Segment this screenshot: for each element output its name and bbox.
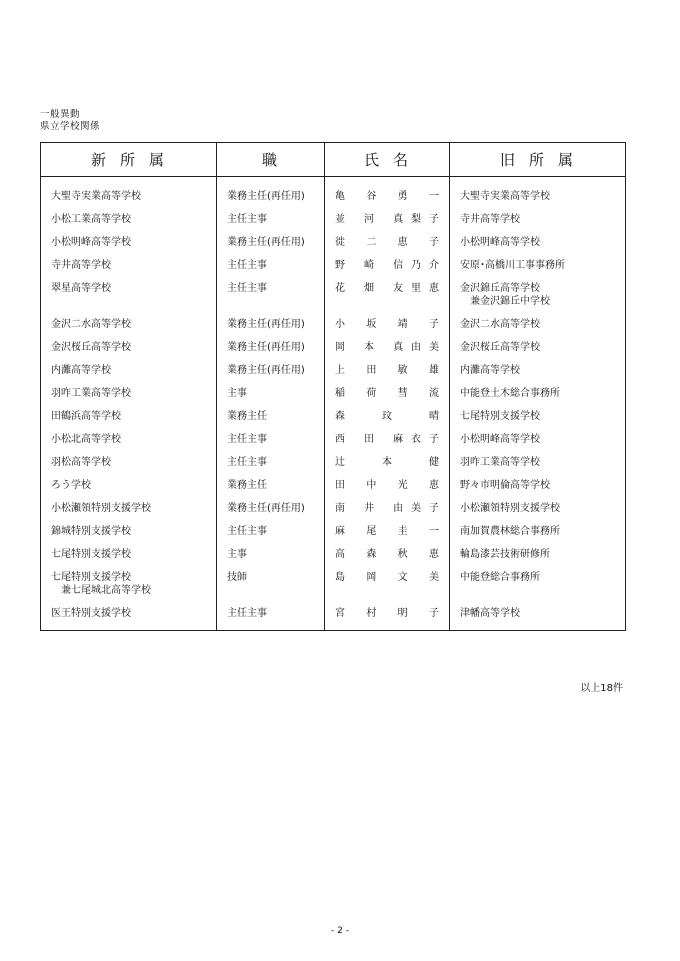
table-row bbox=[41, 565, 626, 601]
section-heading: 県立学校関係 bbox=[40, 121, 101, 132]
old-affiliation-cell bbox=[450, 427, 626, 450]
old-affiliation-cell bbox=[450, 542, 626, 565]
new-affiliation: 田鶴浜高等学校 bbox=[51, 411, 121, 422]
new-affiliation-concurrent: 兼七尾城北高等学校 bbox=[61, 585, 151, 596]
old-affiliation-cell bbox=[450, 312, 626, 335]
old-affiliation-concurrent: 兼金沢錦丘中学校 bbox=[470, 296, 550, 307]
old-affiliation-cell bbox=[450, 601, 626, 631]
new-affiliation: 羽咋工業高等学校 bbox=[51, 388, 131, 399]
new-affiliation-cell bbox=[41, 404, 217, 427]
old-affiliation-cell bbox=[450, 381, 626, 404]
table-row bbox=[41, 519, 626, 542]
old-affiliation-cell bbox=[450, 207, 626, 230]
old-affiliation: 寺井高等学校 bbox=[460, 214, 520, 225]
new-affiliation: 小松瀬領特別支援学校 bbox=[51, 503, 151, 514]
new-affiliation-cell bbox=[41, 496, 217, 519]
table-body bbox=[41, 177, 626, 631]
new-affiliation-cell bbox=[41, 177, 217, 208]
new-affiliation-cell bbox=[41, 427, 217, 450]
old-affiliation: 小松明峰高等学校 bbox=[460, 237, 540, 248]
column-header-new-post: 新所属 bbox=[41, 143, 217, 177]
person-name: 小 坂 靖 子 bbox=[325, 312, 450, 335]
person-name: 田 中 光 恵 bbox=[325, 473, 450, 496]
old-affiliation-cell bbox=[450, 253, 626, 276]
old-affiliation: 小松明峰高等学校 bbox=[460, 434, 540, 445]
old-affiliation: 七尾特別支援学校 bbox=[460, 411, 540, 422]
position: 主任主事 bbox=[217, 207, 325, 230]
position: 技師 bbox=[217, 565, 325, 601]
person-name: 南 井 由美子 bbox=[325, 496, 450, 519]
old-affiliation: 南加賀農林総合事務所 bbox=[460, 526, 560, 537]
position: 業務主任(再任用) bbox=[217, 335, 325, 358]
person-name: 亀 谷 勇 一 bbox=[325, 177, 450, 208]
position: 業務主任(再任用) bbox=[217, 312, 325, 335]
position: 主事 bbox=[217, 542, 325, 565]
new-affiliation-cell bbox=[41, 519, 217, 542]
total-count: 以上18件 bbox=[580, 683, 623, 694]
old-affiliation-cell bbox=[450, 335, 626, 358]
old-affiliation: 津幡高等学校 bbox=[460, 608, 520, 619]
person-name: 島 岡 文 美 bbox=[325, 565, 450, 601]
old-affiliation: 安原･高橋川工事事務所 bbox=[460, 260, 565, 271]
person-name: 花 畑 友里恵 bbox=[325, 276, 450, 312]
position: 主任主事 bbox=[217, 601, 325, 631]
personnel-table bbox=[40, 142, 626, 631]
old-affiliation: 輪島漆芸技術研修所 bbox=[460, 549, 550, 560]
person-name: 麻 尾 圭 一 bbox=[325, 519, 450, 542]
position: 業務主任(再任用) bbox=[217, 496, 325, 519]
new-affiliation-cell bbox=[41, 276, 217, 312]
page-number: - 2 - bbox=[331, 926, 349, 936]
new-affiliation-cell bbox=[41, 253, 217, 276]
person-name: 宮 村 明 子 bbox=[325, 601, 450, 631]
new-affiliation: 小松明峰高等学校 bbox=[51, 237, 131, 248]
new-affiliation-cell bbox=[41, 450, 217, 473]
old-affiliation-cell bbox=[450, 177, 626, 208]
position: 主任主事 bbox=[217, 450, 325, 473]
column-header-old-post: 旧所属 bbox=[450, 143, 626, 177]
old-affiliation: 金沢桜丘高等学校 bbox=[460, 342, 540, 353]
table-header-row bbox=[41, 143, 626, 177]
new-affiliation: 内灘高等学校 bbox=[51, 365, 111, 376]
new-affiliation-cell bbox=[41, 335, 217, 358]
table-row bbox=[41, 381, 626, 404]
position: 業務主任(再任用) bbox=[217, 177, 325, 208]
old-affiliation-cell bbox=[450, 496, 626, 519]
new-affiliation-cell bbox=[41, 601, 217, 631]
old-affiliation-cell bbox=[450, 230, 626, 253]
position: 主任主事 bbox=[217, 427, 325, 450]
new-affiliation: 翠星高等学校 bbox=[51, 283, 111, 294]
person-name: 森 玟 晴 bbox=[325, 404, 450, 427]
column-header-name: 氏名 bbox=[325, 143, 450, 177]
table-row bbox=[41, 335, 626, 358]
new-affiliation: 小松工業高等学校 bbox=[51, 214, 131, 225]
new-affiliation-cell bbox=[41, 230, 217, 253]
person-name: 徙 二 恵 子 bbox=[325, 230, 450, 253]
table-row bbox=[41, 496, 626, 519]
new-affiliation-cell bbox=[41, 381, 217, 404]
old-affiliation: 中能登総合事務所 bbox=[460, 572, 540, 583]
new-affiliation: 七尾特別支援学校 bbox=[51, 549, 131, 560]
old-affiliation-cell bbox=[450, 473, 626, 496]
person-name: 稲 荷 彗 流 bbox=[325, 381, 450, 404]
new-affiliation: 七尾特別支援学校 bbox=[51, 572, 131, 583]
new-affiliation-cell bbox=[41, 473, 217, 496]
position: 業務主任 bbox=[217, 404, 325, 427]
new-affiliation: 医王特別支援学校 bbox=[51, 608, 131, 619]
person-name: 並 河 真梨子 bbox=[325, 207, 450, 230]
position: 業務主任(再任用) bbox=[217, 230, 325, 253]
person-name: 野 崎 信乃介 bbox=[325, 253, 450, 276]
table-row bbox=[41, 473, 626, 496]
table-row bbox=[41, 276, 626, 312]
position: 主任主事 bbox=[217, 519, 325, 542]
old-affiliation-cell bbox=[450, 404, 626, 427]
position: 主任主事 bbox=[217, 253, 325, 276]
position: 主任主事 bbox=[217, 276, 325, 312]
table-row bbox=[41, 230, 626, 253]
old-affiliation-cell bbox=[450, 276, 626, 312]
table-row bbox=[41, 542, 626, 565]
old-affiliation: 中能登土木総合事務所 bbox=[460, 388, 560, 399]
position: 業務主任 bbox=[217, 473, 325, 496]
table-row bbox=[41, 207, 626, 230]
position: 業務主任(再任用) bbox=[217, 358, 325, 381]
new-affiliation: 錦城特別支援学校 bbox=[51, 526, 131, 537]
old-affiliation-cell bbox=[450, 519, 626, 542]
old-affiliation: 小松瀬領特別支援学校 bbox=[460, 503, 560, 514]
old-affiliation-cell bbox=[450, 450, 626, 473]
table-row bbox=[41, 427, 626, 450]
table-row bbox=[41, 253, 626, 276]
old-affiliation-cell bbox=[450, 565, 626, 601]
table-row bbox=[41, 601, 626, 631]
old-affiliation-cell bbox=[450, 358, 626, 381]
new-affiliation-cell bbox=[41, 207, 217, 230]
new-affiliation: 小松北高等学校 bbox=[51, 434, 121, 445]
new-affiliation: 金沢二水高等学校 bbox=[51, 319, 131, 330]
person-name: 岡 本 真由美 bbox=[325, 335, 450, 358]
table-row bbox=[41, 450, 626, 473]
old-affiliation: 羽咋工業高等学校 bbox=[460, 457, 540, 468]
table-row bbox=[41, 312, 626, 335]
table-row bbox=[41, 177, 626, 208]
new-affiliation-cell bbox=[41, 565, 217, 601]
position: 主事 bbox=[217, 381, 325, 404]
old-affiliation: 内灘高等学校 bbox=[460, 365, 520, 376]
column-header-position: 職 bbox=[217, 143, 325, 177]
new-affiliation: 大聖寺実業高等学校 bbox=[51, 191, 141, 202]
old-affiliation: 金沢錦丘高等学校 bbox=[460, 283, 540, 294]
new-affiliation: 金沢桜丘高等学校 bbox=[51, 342, 131, 353]
new-affiliation: 羽松高等学校 bbox=[51, 457, 111, 468]
new-affiliation-cell bbox=[41, 312, 217, 335]
category-heading: 一般異動 bbox=[40, 109, 81, 120]
old-affiliation: 大聖寺実業高等学校 bbox=[460, 191, 550, 202]
person-name: 西 田 麻衣子 bbox=[325, 427, 450, 450]
table-row bbox=[41, 404, 626, 427]
person-name: 上 田 敏 雄 bbox=[325, 358, 450, 381]
new-affiliation-cell bbox=[41, 358, 217, 381]
new-affiliation: 寺井高等学校 bbox=[51, 260, 111, 271]
person-name: 辻 本 健 bbox=[325, 450, 450, 473]
person-name: 高 森 秋 恵 bbox=[325, 542, 450, 565]
new-affiliation: ろう学校 bbox=[51, 480, 91, 491]
old-affiliation: 野々市明倫高等学校 bbox=[460, 480, 550, 491]
old-affiliation: 金沢二水高等学校 bbox=[460, 319, 540, 330]
new-affiliation-cell bbox=[41, 542, 217, 565]
table-row bbox=[41, 358, 626, 381]
